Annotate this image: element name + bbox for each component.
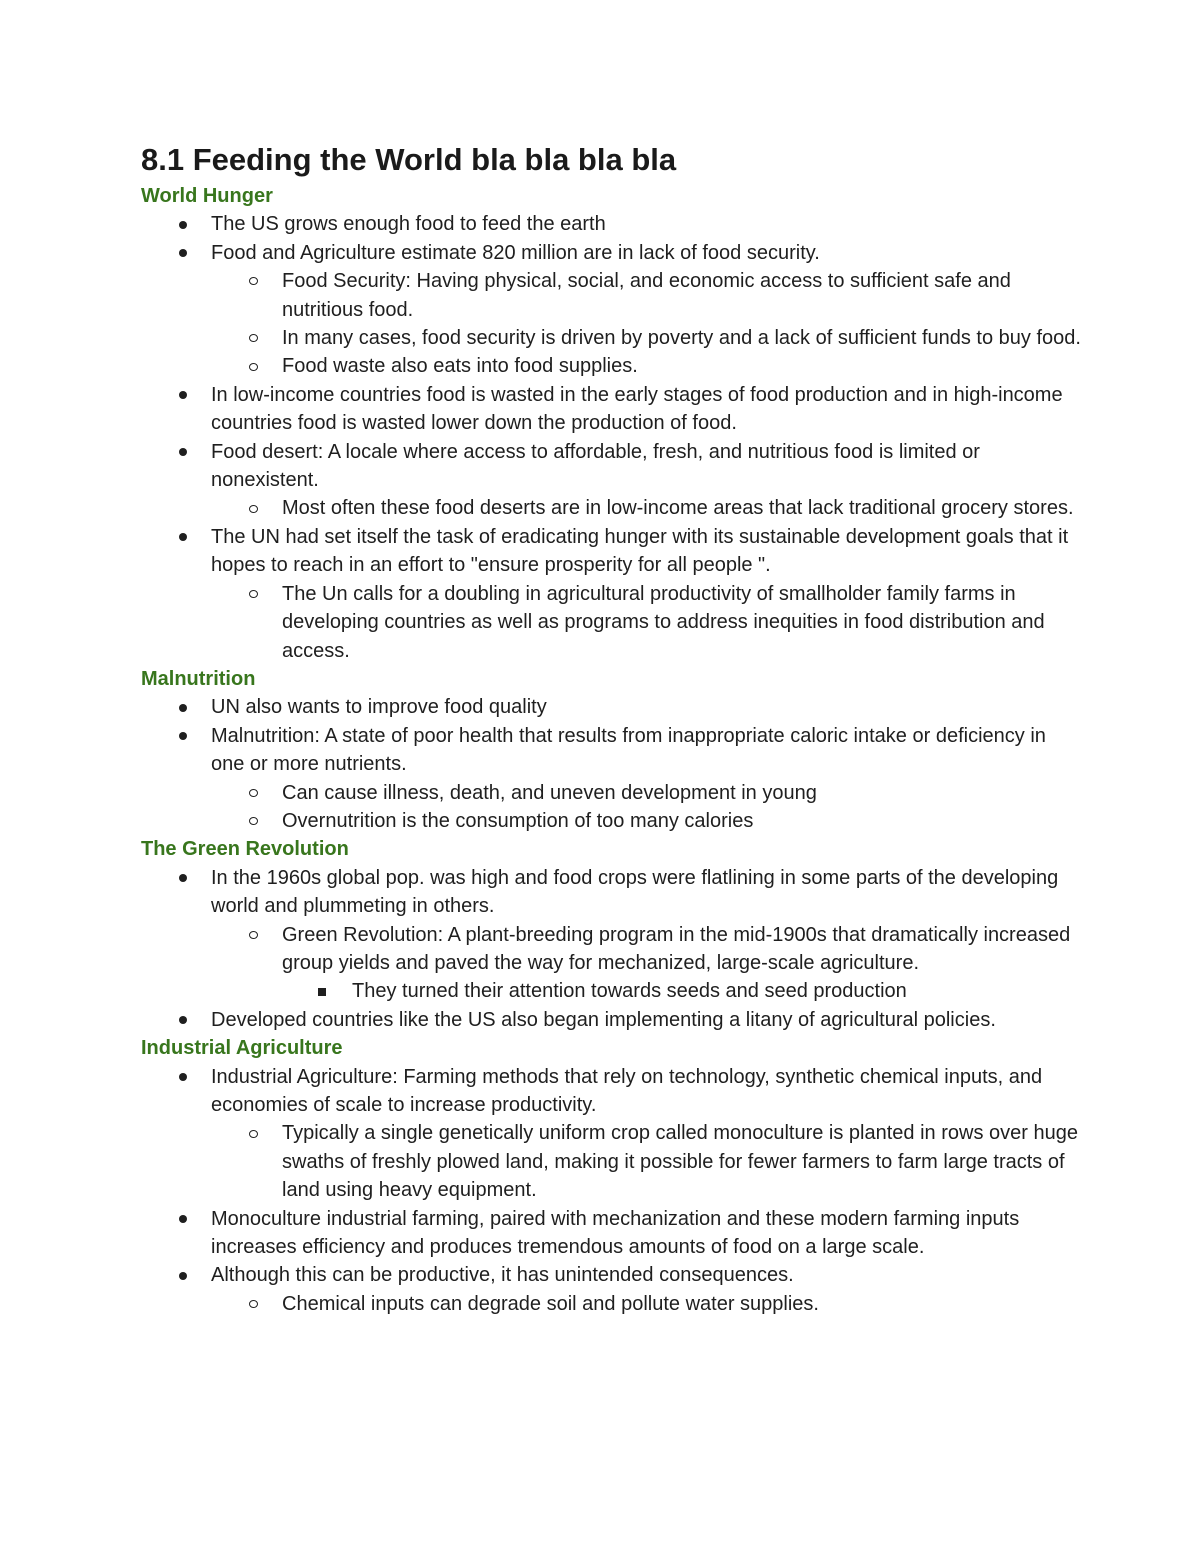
- list-item-text: Food desert: A locale where access to affordable, fresh, and nutritious food is limited or nonexistent.: [211, 440, 980, 492]
- list-item: [141, 381, 1081, 438]
- bullet-circle-icon: [249, 267, 258, 295]
- list-item: [141, 722, 1081, 779]
- bullet-square-icon: [318, 977, 326, 1005]
- list-item-text: Can cause illness, death, and uneven development in young: [282, 781, 817, 804]
- list-item-text: In many cases, food security is driven by poverty and a lack of sufficient funds to buy food.: [282, 327, 1081, 350]
- bullet-circle-icon: [249, 807, 258, 835]
- bullet-disc-icon: [179, 1205, 187, 1233]
- list-item: [141, 580, 1081, 665]
- bullet-disc-icon: [179, 722, 187, 750]
- bullet-circle-icon: [249, 921, 258, 949]
- bullet-circle-icon: [249, 1119, 258, 1147]
- bullet-disc-icon: [179, 210, 187, 238]
- bullet-disc-icon: [179, 864, 187, 892]
- document-page: [141, 140, 1081, 1318]
- bullet-circle-icon: [249, 779, 258, 807]
- list-item: [141, 693, 1081, 721]
- bullet-circle-icon: [249, 817, 258, 825]
- list-item: [141, 494, 1081, 522]
- list-item: [141, 1290, 1081, 1318]
- section-heading: Malnutrition: [141, 667, 256, 690]
- bullet-disc-icon: [179, 533, 187, 541]
- list-item-text: They turned their attention towards seeds and seed production: [352, 980, 907, 1003]
- bullet-disc-icon: [179, 391, 187, 399]
- bullet-disc-icon: [179, 448, 187, 456]
- bullet-list: [141, 210, 1081, 665]
- list-item-text: In the 1960s global pop. was high and food crops were flatlining in some parts of the developing world and plummeting in others.: [211, 866, 1059, 918]
- list-item-text: Green Revolution: A plant-breeding program in the mid-1900s that dramatically increased group yields and paved the way for mechanized, large-scale agriculture.: [282, 923, 1071, 974]
- list-item-text: Developed countries like the US also began implementing a litany of agricultural policies.: [211, 1008, 996, 1031]
- list-item: [141, 324, 1081, 352]
- bullet-circle-icon: [249, 277, 258, 285]
- bullet-disc-icon: [179, 1272, 187, 1280]
- section-heading: Industrial Agriculture: [141, 1037, 343, 1060]
- bullet-disc-icon: [179, 874, 187, 882]
- bullet-disc-icon: [179, 732, 187, 740]
- bullet-disc-icon: [179, 1215, 187, 1223]
- bullet-disc-icon: [179, 1016, 187, 1024]
- list-item-text: In low-income countries food is wasted in the early stages of food production and in high-income countries food is wasted lower down the production of food.: [211, 383, 1063, 435]
- bullet-circle-icon: [249, 334, 258, 342]
- bullet-square-icon: [318, 988, 326, 996]
- list-item: [141, 1063, 1081, 1120]
- bullet-disc-icon: [179, 381, 187, 409]
- list-item: [141, 523, 1081, 580]
- list-item-text: The US grows enough food to feed the earth: [211, 213, 606, 236]
- bullet-disc-icon: [179, 1006, 187, 1034]
- bullet-circle-icon: [249, 363, 258, 371]
- list-item-text: Industrial Agriculture: Farming methods that rely on technology, synthetic chemical inputs, and economies of scale to increase productivity.: [211, 1065, 1043, 1116]
- list-item-text: UN also wants to improve food quality: [211, 696, 547, 719]
- section-heading: The Green Revolution: [141, 838, 349, 861]
- list-item: [141, 239, 1081, 267]
- list-item: [141, 352, 1081, 380]
- list-item: [141, 779, 1081, 807]
- bullet-disc-icon: [179, 1063, 187, 1091]
- bullet-circle-icon: [249, 324, 258, 352]
- bullet-list: [141, 693, 1081, 835]
- bullet-disc-icon: [179, 221, 187, 229]
- bullet-list: [141, 1063, 1081, 1319]
- bullet-circle-icon: [249, 789, 258, 797]
- page-title: 8.1 Feeding the World bla bla bla bla: [141, 142, 677, 177]
- bullet-circle-icon: [249, 494, 258, 522]
- bullet-circle-icon: [249, 352, 258, 380]
- list-item-text: Food waste also eats into food supplies.: [282, 355, 638, 378]
- bullet-circle-icon: [249, 590, 258, 598]
- list-item-text: Chemical inputs can degrade soil and pollute water supplies.: [282, 1292, 819, 1315]
- bullet-circle-icon: [249, 1290, 258, 1318]
- list-item-text: Overnutrition is the consumption of too many calories: [282, 809, 754, 832]
- bullet-disc-icon: [179, 523, 187, 551]
- bullet-disc-icon: [179, 438, 187, 466]
- list-item: [141, 438, 1081, 495]
- list-item: [141, 210, 1081, 238]
- document-body: [141, 182, 1081, 1318]
- list-item-text: Malnutrition: A state of poor health that results from inappropriate caloric intake or deficiency in one or more nutrients.: [211, 724, 1046, 776]
- list-item: [141, 1119, 1081, 1204]
- bullet-disc-icon: [179, 704, 187, 712]
- list-item-text: Although this can be productive, it has unintended consequences.: [211, 1264, 794, 1287]
- list-item-text: The Un calls for a doubling in agricultural productivity of smallholder family farms in developing countries as well as programs to address inequities in food distribution and access.: [282, 582, 1045, 662]
- bullet-circle-icon: [249, 505, 258, 513]
- list-item-text: Typically a single genetically uniform crop called monoculture is planted in rows over huge swaths of freshly plowed land, making it possible for fewer farmers to farm large tracts of land using heavy equipment.: [282, 1122, 1078, 1202]
- list-item-text: The UN had set itself the task of eradicating hunger with its sustainable development goals that it hopes to reach in an effort to "ensure prosperity for all people ".: [211, 525, 1069, 577]
- list-item: [141, 1006, 1081, 1034]
- list-item: [141, 864, 1081, 921]
- bullet-circle-icon: [249, 1300, 258, 1308]
- list-item: [141, 267, 1081, 324]
- list-item-text: Monoculture industrial farming, paired with mechanization and these modern farming inputs increases efficiency and produces tremendous amounts of food on a large scale.: [211, 1207, 1020, 1259]
- bullet-disc-icon: [179, 693, 187, 721]
- bullet-circle-icon: [249, 931, 258, 939]
- bullet-circle-icon: [249, 1130, 258, 1138]
- list-item: [141, 1205, 1081, 1262]
- section-heading: World Hunger: [141, 185, 273, 207]
- list-item: [141, 921, 1081, 978]
- list-item-text: Most often these food deserts are in low-income areas that lack traditional grocery stores.: [282, 497, 1074, 520]
- list-item-text: Food Security: Having physical, social, and economic access to sufficient safe and nutritious food.: [282, 270, 1011, 321]
- list-item-text: Food and Agriculture estimate 820 million are in lack of food security.: [211, 241, 820, 264]
- bullet-disc-icon: [179, 249, 187, 257]
- bullet-disc-icon: [179, 1261, 187, 1289]
- list-item: [141, 807, 1081, 835]
- bullet-circle-icon: [249, 580, 258, 608]
- bullet-disc-icon: [179, 239, 187, 267]
- list-item: [141, 1261, 1081, 1289]
- list-item: [141, 977, 1081, 1005]
- bullet-disc-icon: [179, 1073, 187, 1081]
- bullet-list: [141, 864, 1081, 1034]
